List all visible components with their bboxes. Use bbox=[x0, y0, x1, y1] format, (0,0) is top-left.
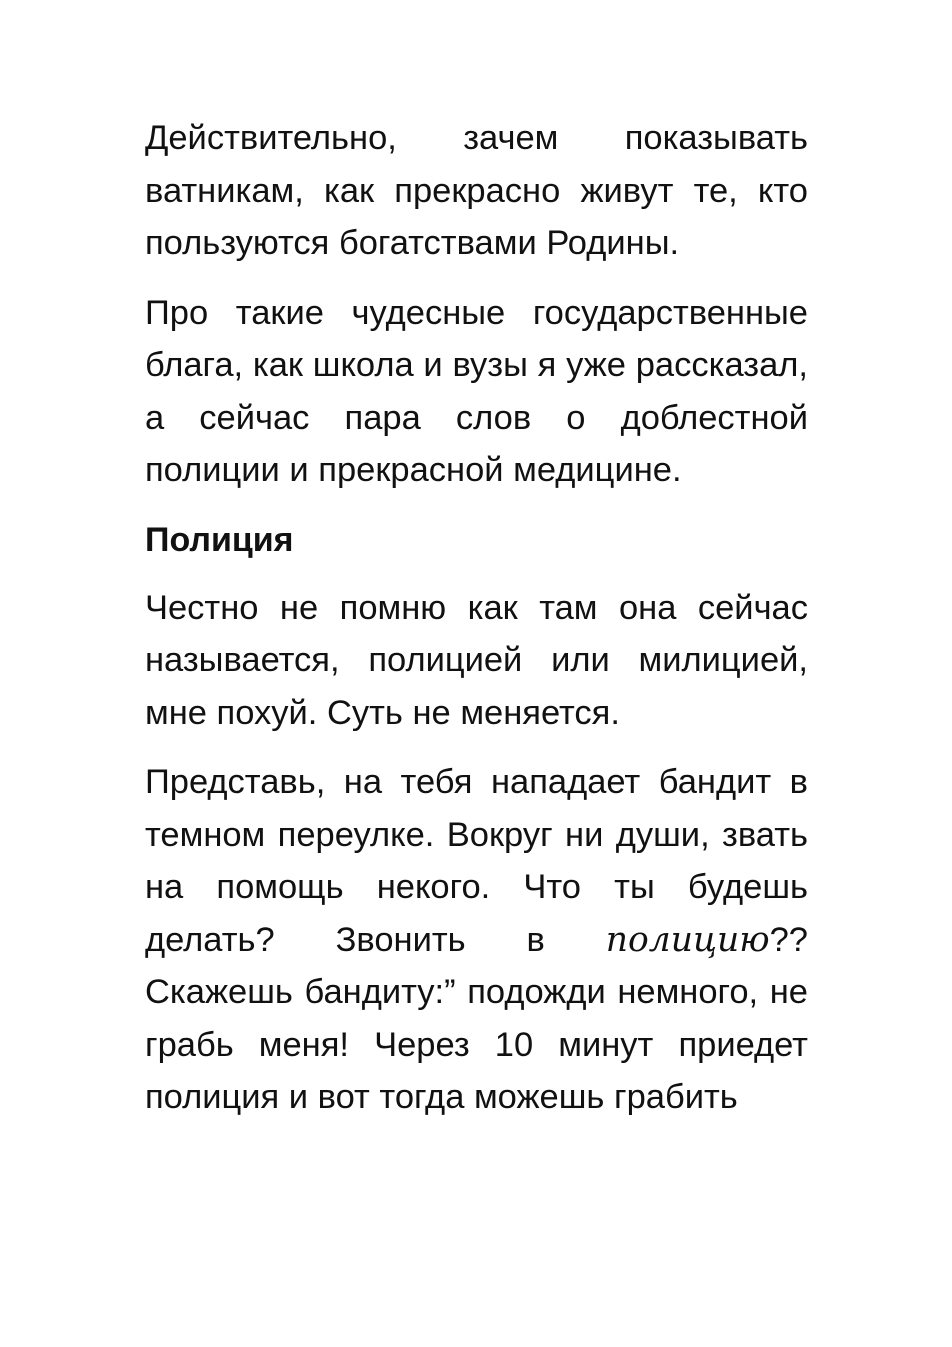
paragraph-bandit-scenario bbox=[145, 756, 808, 1124]
paragraph-police-name: Честно не помню как там она сейчас называется, полицией или милицией, мне похуй. Суть не меняется. bbox=[145, 588, 808, 732]
document-page bbox=[145, 112, 808, 1141]
paragraph-benefits: Про такие чудесные государственные блага, как школа и вузы я уже рассказал, а сейчас пара слов о доблестной полиции и прекрасной медицине. bbox=[145, 293, 808, 489]
emphasized-word: полицию bbox=[605, 919, 770, 960]
paragraph-intro: Действительно, зачем показывать ватникам, как прекрасно живут те, кто пользуются богатствами Родины. bbox=[145, 119, 808, 262]
paragraph-text-before: Представь, на тебя нападает бандит в темном переулке. Вокруг ни души, звать на помощь некого. Что ты будешь делать? Звонить в bbox=[145, 763, 808, 959]
section-heading-police: Полиция bbox=[145, 520, 294, 559]
paragraph-text-after: ?? Скажешь бандиту:” подожди немного, не грабь меня! Через 10 минут приедет полиция и вот тогда можешь грабить bbox=[145, 920, 808, 1116]
